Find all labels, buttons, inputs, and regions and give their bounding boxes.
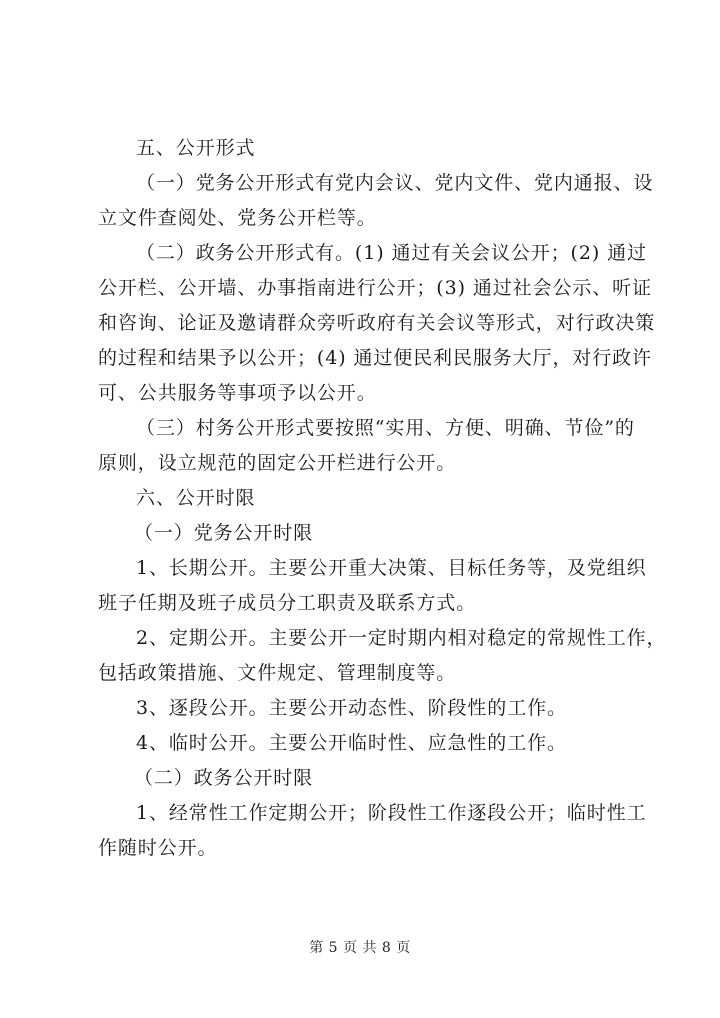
list-item-line: 包括政策措施、文件规定、管理制度等。: [98, 662, 457, 684]
list-item-line: 作随时公开。: [98, 837, 218, 859]
section-heading-5: 五、公开形式: [136, 137, 256, 159]
subsection-heading: （二）政务公开时限: [134, 767, 314, 789]
list-item-line: 1、经常性工作定期公开；阶段性工作逐段公开；临时性工: [136, 802, 647, 824]
section-heading-6: 六、公开时限: [136, 487, 256, 509]
paragraph-line: 原则，设立规范的固定公开栏进行公开。: [98, 452, 457, 474]
paragraph-line: 可、公共服务等事项予以公开。: [98, 382, 377, 404]
paragraph-line: （二）政务公开形式有。(1) 通过有关会议公开；(2) 通过: [136, 242, 647, 264]
paragraph-line: 的过程和结果予以公开；(4) 通过便民利民服务大厅，对行政许: [98, 347, 652, 369]
paragraph-line: 公开栏、公开墙、办事指南进行公开；(3) 通过社会公示、听证: [98, 277, 652, 299]
paragraph-line: （一）党务公开形式有党内会议、党内文件、党内通报、设: [136, 172, 654, 194]
page-footer: 第 5 页 共 8 页: [309, 940, 411, 956]
paragraph-line: 和咨询、论证及邀请群众旁听政府有关会议等形式，对行政决策: [98, 312, 656, 334]
subsection-heading: （一）党务公开时限: [134, 522, 314, 544]
list-item-line: 4、临时公开。主要公开临时性、应急性的工作。: [136, 732, 567, 754]
list-item-line: 1、长期公开。主要公开重大决策、目标任务等，及党组织: [136, 557, 647, 579]
document-body: [98, 131, 667, 866]
paragraph-line: （三）村务公开形式要按照“实用、方便、明确、节俭”的: [136, 417, 635, 439]
paragraph-line: 立文件查阅处、党务公开栏等。: [98, 207, 377, 229]
list-item-line: 2、定期公开。主要公开一定时期内相对稳定的常规性工作，: [136, 627, 667, 649]
list-item-line: 班子任期及班子成员分工职责及联系方式。: [98, 592, 477, 614]
list-item-line: 3、逐段公开。主要公开动态性、阶段性的工作。: [136, 697, 567, 719]
